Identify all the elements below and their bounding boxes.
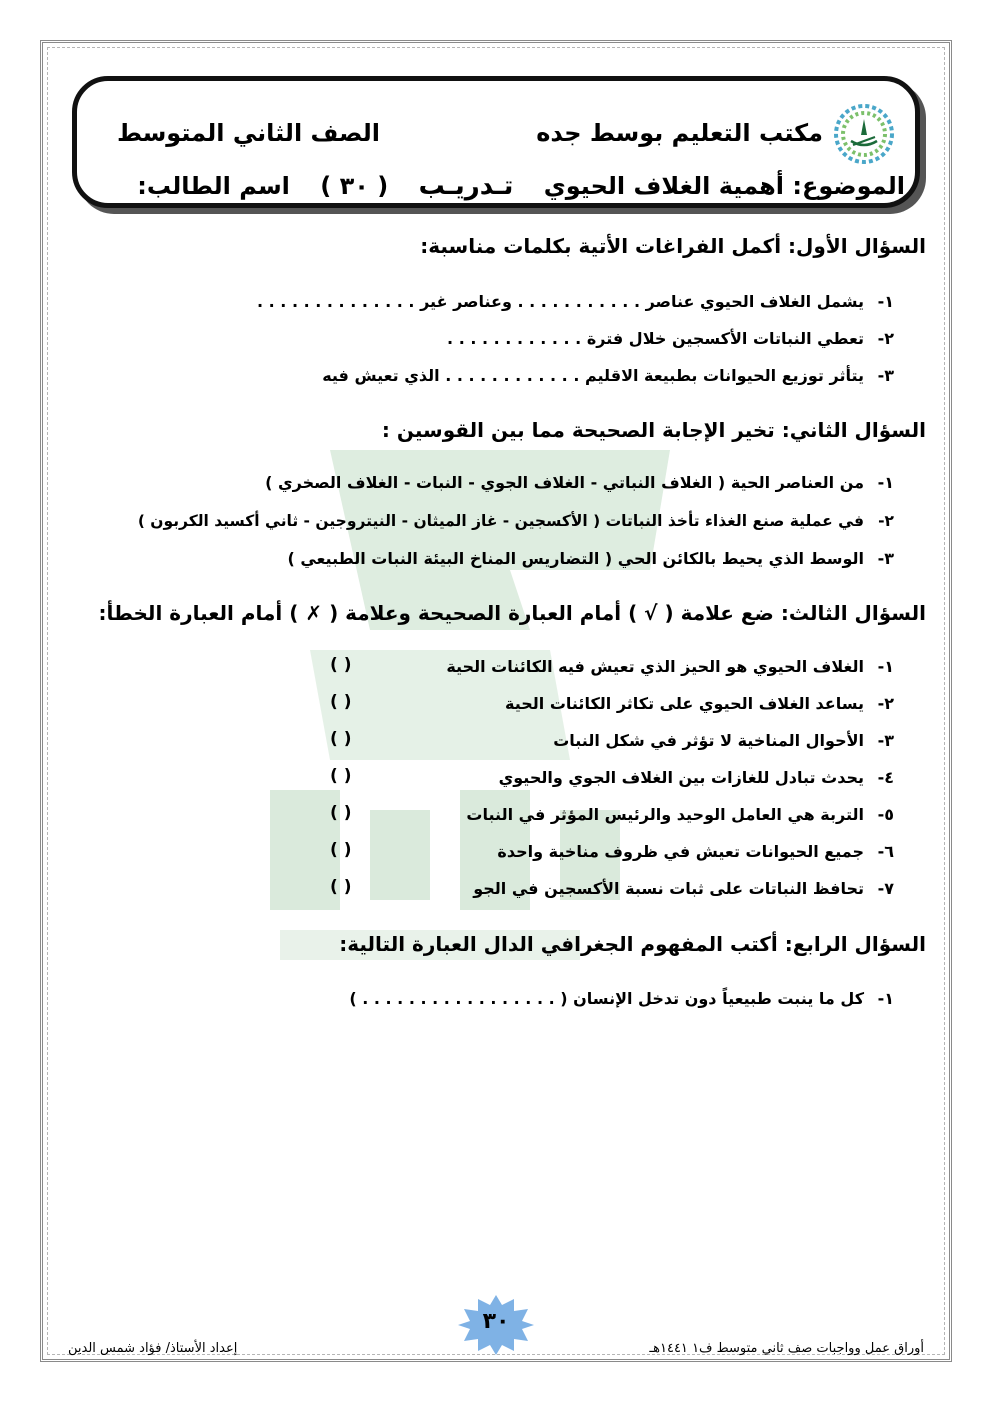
question-2-item: ١-من العناصر الحية ( الغلاف النباتي - الغلاف الجوي - النبات - الغلاف الصخري ) <box>265 473 894 492</box>
question-3-item: ٧-تحافظ النباتات على ثبات نسبة الأكسجين في الجو <box>473 879 894 898</box>
answer-parentheses[interactable]: ( ) <box>330 840 352 860</box>
answer-parentheses[interactable]: ( ) <box>330 803 352 823</box>
student-name-label: اسم الطالب: <box>137 172 290 200</box>
training-number: ( ٣٠ ) <box>320 172 389 200</box>
question-1-item: ٣-يتأثر توزيع الحيوانات بطبيعة الاقليم . . . . . . . . . . . . الذي تعيش فيه <box>322 366 894 385</box>
answer-parentheses[interactable]: ( ) <box>330 692 352 712</box>
question-3-item: ٤-يحدث تبادل للغازات بين الغلاف الجوي والحيوي <box>498 768 894 787</box>
answer-parentheses[interactable]: ( ) <box>330 655 352 675</box>
question-4-item: ١-كل ما ينبت طبيعياً دون تدخل الإنسان ( . . . . . . . . . . . . . . . . . ) <box>349 989 894 1008</box>
question-3-item: ٦-جميع الحيوانات تعيش في ظروف مناخية واحدة <box>497 842 894 861</box>
answer-parentheses[interactable]: ( ) <box>330 877 352 897</box>
question-1-item: ١-يشمل الغلاف الحيوي عناصر . . . . . . . . . . . وعناصر غير . . . . . . . . . . . . . . <box>257 292 894 311</box>
question-3-item: ١-الغلاف الحيوي هو الحيز الذي تعيش فيه الكائنات الحية <box>446 657 894 676</box>
question-3-item: ٥-التربة هي العامل الوحيد والرئيس المؤثر في النبات <box>466 805 894 824</box>
question-1-item: ٢-تعطي النباتات الأكسجين خلال فترة . . . . . . . . . . . . <box>447 329 894 348</box>
question-4-title: السؤال الرابع: أكتب المفهوم الجغرافي الدال العبارة التالية: <box>339 932 926 956</box>
subject-title: الموضوع: أهمية الغلاف الحيوي <box>543 172 905 200</box>
footer-series: أوراق عمل وواجبات صف ثاني متوسط ف١ ١٤٤١هـ <box>649 1341 924 1356</box>
ministry-logo-icon <box>831 101 897 167</box>
question-2-title: السؤال الثاني: تخير الإجابة الصحيحة مما بين القوسين : <box>381 418 926 442</box>
question-3-item: ٣-الأحوال المناخية لا تؤثر في شكل النبات <box>553 731 894 750</box>
answer-parentheses[interactable]: ( ) <box>330 729 352 749</box>
education-office: مكتب التعليم بوسط جده <box>536 119 823 147</box>
question-2-item: ٣-الوسط الذي يحيط بالكائن الحي ( التضاريس المناخ البيئة النبات الطبيعي ) <box>287 549 894 568</box>
answer-parentheses[interactable]: ( ) <box>330 766 352 786</box>
question-1-title: السؤال الأول: أكمل الفراغات الأتية بكلمات مناسبة: <box>420 234 926 258</box>
header-subject-row <box>115 171 905 201</box>
question-3-title: السؤال الثالث: ضع علامة ( √ ) أمام العبارة الصحيحة وعلامة ( ✗ ) أمام العبارة الخطأ: <box>98 601 926 625</box>
grade-level: الصف الثاني المتوسط <box>117 119 380 147</box>
training-label: تـدريـب <box>418 171 514 201</box>
question-2-item: ٢-في عملية صنع الغذاء تأخذ النباتات ( الأكسجين - غاز الميثان - النيتروجين - ثاني أكسيد الكربون ) <box>137 512 894 530</box>
footer-author: إعداد الأستاذ/ فؤاد شمس الدين <box>68 1341 238 1356</box>
page-number: ٣٠ <box>482 1309 510 1334</box>
header-box <box>72 76 920 208</box>
question-3-item: ٢-يساعد الغلاف الحيوي على تكاثر الكائنات الحية <box>504 694 894 713</box>
